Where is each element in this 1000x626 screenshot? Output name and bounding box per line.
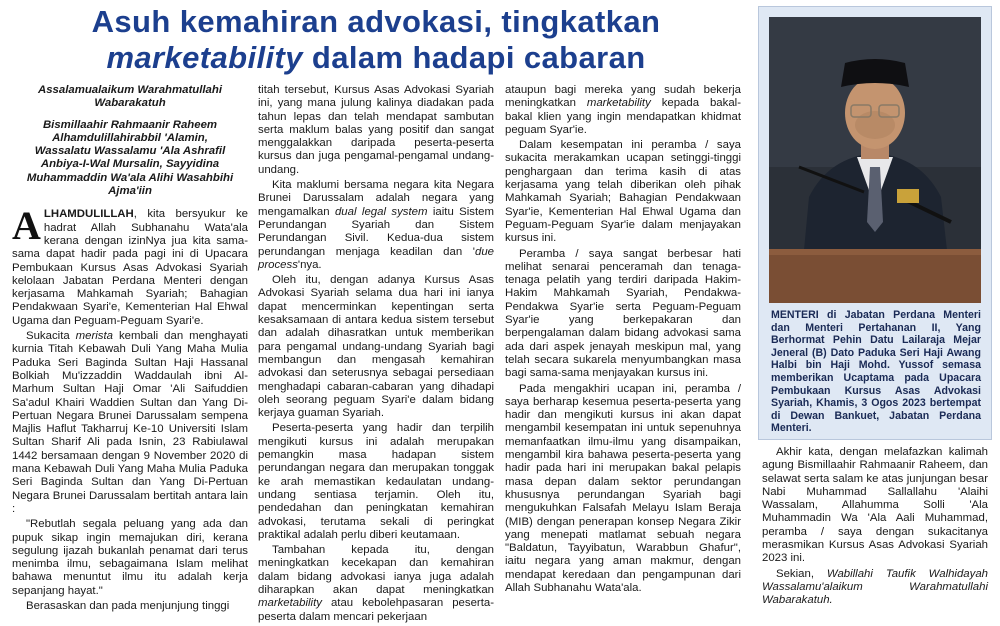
paragraph: Pada mengakhiri ucapan ini, peramba / saya berharap kesemua peserta-peserta yang hadir dan mengikuti kursus ini akan dapat mengambil kesempatan ini untuk sepenuhnya memanfaatkan ilmu-ilmu yang disampaikan, mengambil kira bahawa peserta-peserta yang hadir pada hari ini merupakan bakal pelapis masa depan dalam sektor perundangan khususnya perundangan Syariah bagi mengukuhkan Falsafah Melayu Islam Beraja (MIB) dengan penerapan konsep Negara Zikir yang menepati matlamat sebuah negara "Baldatun, Tayyibatun, Warabbun Ghafur", iaitu negara yang aman makmur, dengan mendapat keredaan dan pengampunan dari Allah Subhanahu Wata'ala. — [505, 382, 741, 594]
italic-term: marketability — [258, 597, 322, 610]
paragraph — [258, 179, 494, 272]
paragraph-text: ataupun bagi mereka yang sudah bekerja meningkatkan — [505, 84, 741, 110]
headline-line-2 — [8, 40, 744, 76]
italic-term: merista — [75, 330, 113, 343]
italic-term: dual legal system — [334, 205, 428, 218]
photo-caption: MENTERI di Jabatan Perdana Menteri dan Menteri Pertahanan II, Yang Berhormat Pehin Datu Lailaraja Mejar Jeneral (B) Dato Paduka Seri Haji Awang Halbi bin Haji Mohd. Yussof semasa memberikan Ucaptama pada Upacara Pembukaan Kursus Asas Advokasi Syariah, Khamis, 3 Ogos 2023 bertempat di Dewan Bankuet, Jabatan Perdana Menteri. — [771, 309, 981, 435]
headline-emphasis: marketability — [106, 40, 303, 75]
minister-photo — [769, 17, 981, 303]
italic-term: due process — [258, 245, 494, 271]
closing-paragraph — [762, 568, 988, 608]
paragraph: Peserta-peserta yang hadir dan terpilih mengikuti kursus ini adalah merupakan pemangkin masa hadapan sistem perundangan negara dan merupakan tonggak ke arah memastikan kedaulatan undang-undang sentiasa terjamin. Oleh itu, pendedahan dan peningkatan kemahiran advokasi, terutama sekali di peringkat praktikal adalah perlu diberi keutamaan. — [258, 422, 494, 541]
paragraph: Peramba / saya sangat berbesar hati melihat senarai penceramah dan tenaga-tenaga pelatih yang terdiri daripada Hakim-Hakim Mahkamah Syariah, Pendakwa-Pendakwa Syar'ie serta Peguam-Peguam Syar'ie yang berkepakaran dan berpengalaman dalam bidang advokasi sama ada dari aspek jenayah meskipun mal, yang telah secara sukarela menyumbangkan masa bagi sama-sama menjayakan kursus ini. — [505, 247, 741, 380]
article-column-1 — [12, 84, 248, 615]
paragraph-text: kembali dan menghayati kurnia Titah Kebawah Duli Yang Maha Mulia Paduka Seri Baginda Sultan Haji Hassanal Bolkiah Mu'izzaddin Waddaulah ibni Al-Marhum Sultan Haji Omar 'Ali Saifuddien Sa'adul Khairi Waddien Sultan dan Yang Di-Pertuan Negara Brunei Darussalam sempena Majlis Haflut Takharruj Ke-10 Universiti Islam Sultan Sharif Ali pada Isnin, 23 Rabiulawal 1442 bersamaan dengan 9 November 2020 di mana Kebawah Duli Yang Maha Mulia Paduka Seri Baginda Sultan dan Yang Di-Pertuan Negara Brunei Darussalam bertitah antara lain : — [12, 330, 249, 515]
bismillah-opening: Bismillaahir Rahmaanir Raheem Alhamdulillahirabbil 'Alamin, Wassalatu Wassalamu 'Ala Ashrafil Anbiya-I-Wal Mursalin, Sayyidina Muhammaddin Wa'ala Alihi Wasahbihi Ajma'iin — [26, 118, 234, 198]
drop-cap: A — [12, 203, 41, 249]
paragraph: Oleh itu, dengan adanya Kursus Asas Advokasi Syariah selama dua hari ini ianya dapat mencerminkan kepentingan serta kesaksamaan di antara kedua sistem tersebut dan adalah dihasratkan untuk memberikan para pengamal undang-undang Syariah bagi membangun dan mengasah kemahiran advokasi dan seterusnya sebagai persediaan menghadapi cabaran-cabaran yang dihadapi oleh seorang peguam Syari'e dalam bidang kerjaya guaman Syariah. — [258, 274, 494, 420]
paragraph: titah tersebut, Kursus Asas Advokasi Syariah ini, yang mana julung kalinya diadakan pada tahun lepas dan telah mendapat sambutan serta maklum balas yang positif dan sangat menggalakkan daripada peserta-peserta kursus dan juga pengamal-pengamal undang-undang. — [258, 84, 494, 176]
paragraph — [12, 330, 248, 516]
paragraph: Akhir kata, dengan melafazkan kalimah agung Bismillaahir Rahmaanir Raheem, dan selawat serta salam ke atas junjungan besar Nabi Muhammad Sallallahu 'Alaihi Wassalam, Allahumma Solli 'Ala Muhammadin Wa 'Ala Aali Muhammad, peramba / saya dengan sukacitanya merasmikan Kursus Asas Advokasi Syariah 2023 ini. — [762, 446, 988, 565]
article-column-4 — [762, 446, 988, 610]
paragraph-text: , kita bersyukur ke hadrat Allah Subhanahu Wata'ala kerana dengan izinNya jua kita sama-sama dapat hadir pada pagi ini di Upacara Pembukaan Kursus Asas Advokasi Syariah kelolaan Jabatan Perdana Menteri dengan kerjasama Mahkamah Syariah; Bahagian Pendakwaan Syari'e, Kementerian Hal Ehwal Ugama dan Peguam-Peguam Syari'e. — [12, 208, 248, 327]
article-column-2 — [258, 84, 494, 626]
paragraph-text: Sukacita — [26, 330, 76, 343]
salam-greeting: Assalamualaikum Warahmatullahi Wabarakatuh — [37, 84, 222, 110]
closing-salam: Wabillahi Taufik Walhidayah Wassalamu'alaikum Warahmatullahi Wabarakatuh. — [762, 567, 988, 607]
paragraph-text: Kita maklumi bersama negara kita Negara Brunei Darussalam adalah negara yang mengamalkan — [258, 179, 494, 218]
royal-quote: "Rebutlah segala peluang yang ada dan pupuk sikap ingin memajukan diri, kerana segulung ijazah bukanlah penamat dari terus menimba ilmu, sebagaimana Islam melihat bahawa menuntut ilmu itu adalah kerja sepanjang hayat." — [12, 518, 248, 597]
paragraph: Dalam kesempatan ini peramba / saya sukacita merakamkan ucapan setinggi-tinggi penghargaan dan terima kasih di atas kerjasama yang telah diberikan oleh pihak Mahkamah Syariah; Bahagian Pendakwaan Syar'ie, Kementerian Hal Ehwal Ugama dan Peguam-Peguam Syar'ie dalam menjayakan kursus ini. — [505, 139, 741, 245]
minister-illustration — [769, 17, 981, 303]
lead-word: LHAMDULILLAH — [43, 208, 134, 221]
paragraph-text: Tambahan kepada itu, dengan meningkatkan kecekapan dan kemahiran dalam bidang advokasi ianya juga adalah diharapkan akan dapat meningkatkan — [258, 544, 494, 596]
headline-line-2-rest: dalam hadapi cabaran — [302, 40, 646, 75]
paragraph: Berasaskan dan pada menjunjung tinggi — [26, 599, 230, 612]
paragraph-text: atau kebolehpasaran peserta-peserta dalam mencari pekerjaan — [258, 597, 494, 623]
paragraph-text: Sekian, — [776, 567, 827, 580]
italic-term: marketability — [586, 97, 651, 110]
headline-line-1: Asuh kemahiran advokasi, tingkatkan — [91, 4, 661, 39]
paragraph-text: 'nya. — [297, 258, 322, 271]
paragraph — [505, 84, 741, 137]
photo-caption-box — [758, 6, 992, 440]
headline — [8, 4, 744, 76]
article-column-3 — [505, 84, 741, 597]
paragraph-text: kepada bakal-bakal klien yang ingin mendapatkan khidmat peguam Syar'ie. — [505, 97, 741, 136]
paragraph-text: iaitu Sistem Perundangan Syariah dan Sistem Perundangan Sivil. Kedua-dua sistem perundangan menjaga keadilan dan ' — [258, 205, 494, 258]
paragraph — [12, 203, 248, 328]
